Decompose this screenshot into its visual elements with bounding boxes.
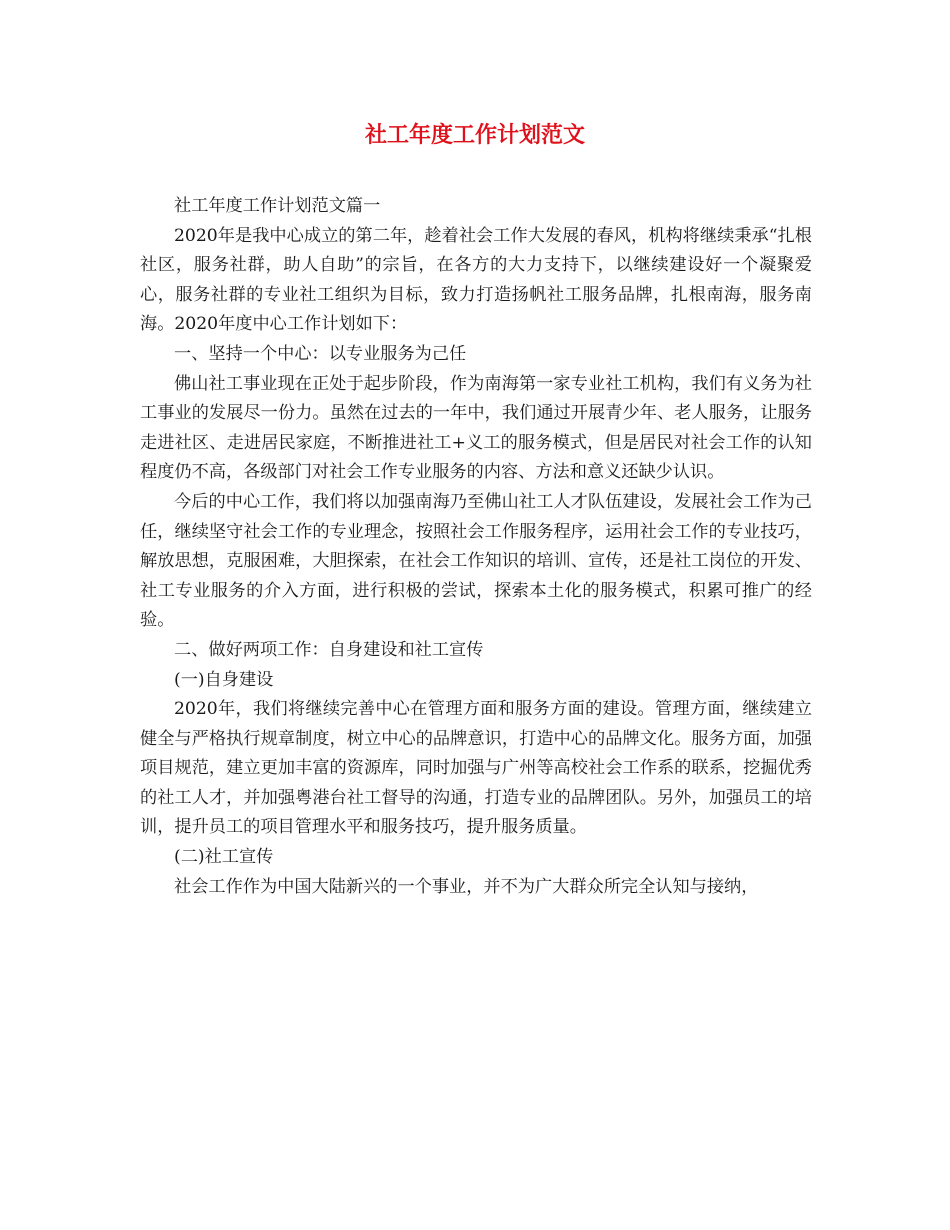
paragraph-subheading-self-building: (一)自身建设 xyxy=(174,669,274,690)
paragraph-intro: 2020年是我中心成立的第二年，趁着社会工作大发展的春风，机构将继续秉承“扎根社区，服务社群，助人自助”的宗旨，在各方的大力支持下，以继续建设好一个凝聚爱心，服务社群的专业社工组织为目标，致力打造扬帆社工服务品牌，扎根南海，服务南海。2020年度中心工作计划如下： xyxy=(140,225,812,335)
paragraph-self-building: 2020年，我们将继续完善中心在管理方面和服务方面的建设。管理方面，继续建立健全与严格执行规章制度，树立中心的品牌意识，打造中心的品牌文化。服务方面，加强项目规范，建立更加丰富的资源库，同时加强与广州等高校社会工作系的联系，挖掘优秀的社工人才，并加强粤港台社工督导的沟通，打造专业的品牌团队。另外，加强员工的培训，提升员工的项目管理水平和服务技巧，提升服务质量。 xyxy=(140,699,812,838)
paragraph-heading-two: 二、做好两项工作：自身建设和社工宣传 xyxy=(174,639,484,660)
paragraph-future-work: 今后的中心工作，我们将以加强南海乃至佛山社工人才队伍建设，发展社会工作为己任，继续坚守社会工作的专业理念，按照社会工作服务程序，运用社会工作的专业技巧，解放思想，克服困难，大胆探索，在社会工作知识的培训、宣传，还是社工岗位的开发、社工专业服务的介入方面，进行积极的尝试，探索本土化的服务模式，积累可推广的经验。 xyxy=(140,491,812,631)
paragraph-heading-one: 一、坚持一个中心：以专业服务为己任 xyxy=(174,343,467,364)
paragraph-subheading-publicity: (二)社工宣传 xyxy=(174,847,274,868)
document-body xyxy=(140,192,812,902)
paragraph-current-status: 佛山社工事业现在正处于起步阶段，作为南海第一家专业社工机构，我们有义务为社工事业的发展尽一份力。虽然在过去的一年中，我们通过开展青少年、老人服务，让服务走进社区、走进居民家庭，不断推进社工+义工的服务模式，但是居民对社会工作的认知程度仍不高，各级部门对社会工作专业服务的内容、方法和意义还缺少认识。 xyxy=(140,373,812,483)
paragraph-publicity: 社会工作作为中国大陆新兴的一个事业，并不为广大群众所完全认知与接纳， xyxy=(174,876,759,897)
document-title: 社工年度工作计划范文 xyxy=(364,122,585,148)
paragraph-section-heading: 社工年度工作计划范文篇一 xyxy=(174,196,381,216)
